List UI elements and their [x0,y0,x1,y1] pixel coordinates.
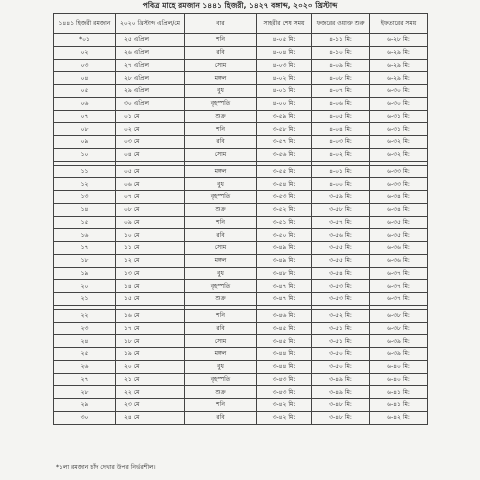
cell-hijri: ০৮ [54,123,116,136]
cell-gregorian: ২৬ এপ্রিল [116,46,185,59]
page-title: পবিত্র মাহে রমজান ১৪৪১ হিজরী, ১৪২৭ বঙ্গাব্দ, ২০২০ খ্রিস্টাব্দ [142,1,338,10]
cell-sehri: ৩-৫৪ মি: [257,178,312,191]
cell-fajr: ৩-৫৬ মি: [312,229,370,242]
cell-iftar: ৬-৩৯ মি: [370,335,428,348]
cell-iftar: ৬-৩৪ মি: [370,191,428,204]
cell-day: সোম [185,59,257,72]
table-row [54,123,428,136]
cell-sehri: ৩-৪৮ মি: [257,267,312,280]
table-row [54,335,428,348]
cell-gregorian: ১৮ মে [116,335,185,348]
header-fajr-start: ফজরের ওয়াক্ত শুরু [312,14,370,34]
table-header-row [54,14,428,34]
cell-iftar: ৬-৩৫ মি: [370,229,428,242]
cell-gregorian: ০৫ মে [116,165,185,178]
cell-sehri: ৩-৫৮ মি: [257,123,312,136]
cell-hijri: ০৭ [54,110,116,123]
cell-hijri: ২২ [54,309,116,322]
cell-sehri: ৩-৫৬ মি: [257,148,312,161]
cell-day: রবি [185,229,257,242]
cell-iftar: ৬-৩২ মি: [370,136,428,149]
cell-day: শনি [185,399,257,412]
cell-hijri: ১০ [54,148,116,161]
table-row [54,46,428,59]
header-iftar: ইফতারের সময় [370,14,428,34]
cell-gregorian: ১৩ মে [116,267,185,280]
table-row [54,280,428,293]
cell-iftar: ৬-৩৯ মি: [370,348,428,361]
cell-day: শনি [185,216,257,229]
cell-day: রবি [185,322,257,335]
cell-fajr: ৪-১০ মি: [312,46,370,59]
cell-gregorian: ২৮ এপ্রিল [116,72,185,85]
cell-iftar: ৬-৪১ মি: [370,399,428,412]
cell-iftar: ৬-২৮ মি: [370,34,428,47]
cell-hijri: ২৭ [54,373,116,386]
cell-fajr: ৩-৫৪ মি: [312,267,370,280]
cell-hijri: ১৮ [54,254,116,267]
cell-sehri: ৩-৪৪ মি: [257,360,312,373]
cell-hijri: ০৩ [54,59,116,72]
cell-hijri: ২০ [54,280,116,293]
cell-gregorian: ০১ মে [116,110,185,123]
cell-day: শুক্র [185,386,257,399]
cell-day: মঙ্গল [185,72,257,85]
cell-hijri: ১৪ [54,203,116,216]
cell-fajr: ৪-০৫ মি: [312,110,370,123]
cell-gregorian: ০৮ মে [116,203,185,216]
cell-iftar: ৬-২৯ মি: [370,46,428,59]
cell-day: বুধ [185,178,257,191]
table-row [54,229,428,242]
table-row [54,165,428,178]
cell-fajr: ৪-০৭ মি: [312,85,370,98]
table-row [54,386,428,399]
cell-iftar: ৬-৩৮ মি: [370,309,428,322]
table-row [54,254,428,267]
cell-fajr: ৩-৫২ মি: [312,309,370,322]
cell-gregorian: ০৭ মে [116,191,185,204]
cell-day: শনি [185,34,257,47]
cell-iftar: ৬-৪১ মি: [370,386,428,399]
cell-hijri: ২৯ [54,399,116,412]
cell-hijri: ০৫ [54,85,116,98]
table-row [54,178,428,191]
table-row [54,136,428,149]
cell-hijri: ০২ [54,46,116,59]
cell-iftar: ৬-৩২ মি: [370,148,428,161]
cell-fajr: ৩-৪৯ মি: [312,373,370,386]
table-row [54,360,428,373]
cell-sehri: ৪-০১ মি: [257,85,312,98]
cell-gregorian: ২০ মে [116,360,185,373]
cell-fajr: ৩-৫০ মি: [312,360,370,373]
cell-day: রবি [185,136,257,149]
cell-sehri: ৩-৫০ মি: [257,229,312,242]
cell-day: শুক্র [185,293,257,306]
table-row [54,85,428,98]
table-row [54,148,428,161]
cell-sehri: ৩-৪৫ মি: [257,335,312,348]
cell-day: বুধ [185,267,257,280]
cell-gregorian: ২৯ এপ্রিল [116,85,185,98]
cell-fajr: ৪-০৪ মি: [312,123,370,136]
cell-hijri: ২৩ [54,322,116,335]
cell-iftar: ৬-৩৮ মি: [370,322,428,335]
cell-iftar: ৬-৩৭ মি: [370,293,428,306]
cell-gregorian: ১৫ মে [116,293,185,306]
cell-fajr: ৪-০৯ মি: [312,59,370,72]
cell-gregorian: ১৬ মে [116,309,185,322]
cell-sehri: ৩-৫৩ মি: [257,191,312,204]
cell-iftar: ৬-৩৩ মি: [370,178,428,191]
table-row [54,373,428,386]
cell-gregorian: ২৩ মে [116,399,185,412]
cell-sehri: ৩-৪৪ মি: [257,348,312,361]
cell-sehri: ৪-০২ মি: [257,72,312,85]
cell-gregorian: ০৪ মে [116,148,185,161]
cell-day: বৃহস্পতি [185,280,257,293]
table-row [54,399,428,412]
cell-hijri: ১৬ [54,229,116,242]
table-row [54,309,428,322]
cell-hijri: ১১ [54,165,116,178]
cell-day: শুক্র [185,110,257,123]
cell-iftar: ৬-৩০ মি: [370,85,428,98]
cell-sehri: ৩-৪৩ মি: [257,386,312,399]
cell-iftar: ৬-৪০ মি: [370,373,428,386]
cell-day: মঙ্গল [185,165,257,178]
cell-iftar: ৬-৩৩ মি: [370,165,428,178]
cell-sehri: ৩-৪৭ মি: [257,293,312,306]
cell-iftar: ৬-৩৬ মি: [370,254,428,267]
cell-hijri: ১৭ [54,242,116,255]
cell-sehri: ৩-৫৯ মি: [257,110,312,123]
cell-sehri: ৪-০৪ মি: [257,46,312,59]
table-row [54,59,428,72]
cell-fajr: ৩-৫৭ মি: [312,216,370,229]
cell-iftar: ৬-৪০ মি: [370,360,428,373]
cell-gregorian: ১৭ মে [116,322,185,335]
cell-fajr: ৩-৪৮ মি: [312,399,370,412]
cell-day: সোম [185,148,257,161]
cell-iftar: ৬-৩১ মি: [370,110,428,123]
cell-fajr: ৩-৫০ মি: [312,348,370,361]
cell-day: শনি [185,309,257,322]
cell-sehri: ৪-০৫ মি: [257,34,312,47]
cell-sehri: ৩-৪৩ মি: [257,373,312,386]
table-row [54,242,428,255]
table-row [54,34,428,47]
cell-fajr: ৩-৪৮ মি: [312,411,370,424]
cell-day: রবি [185,411,257,424]
cell-hijri: ০৯ [54,136,116,149]
cell-hijri: *০১ [54,34,116,47]
cell-gregorian: ২২ মে [116,386,185,399]
table-row [54,411,428,424]
cell-hijri: ১৯ [54,267,116,280]
cell-gregorian: ১২ মে [116,254,185,267]
cell-hijri: ২৬ [54,360,116,373]
cell-iftar: ৬-৩১ মি: [370,123,428,136]
cell-hijri: ০৬ [54,97,116,110]
cell-sehri: ৩-৪২ মি: [257,399,312,412]
cell-hijri: ১২ [54,178,116,191]
cell-fajr: ৩-৫১ মি: [312,335,370,348]
table-row [54,322,428,335]
cell-gregorian: ১০ মে [116,229,185,242]
cell-gregorian: ০২ মে [116,123,185,136]
cell-hijri: ০৪ [54,72,116,85]
cell-gregorian: ০৬ মে [116,178,185,191]
table-row [54,216,428,229]
cell-hijri: ১৩ [54,191,116,204]
cell-iftar: ৬-৩০ মি: [370,97,428,110]
cell-fajr: ৪-০৮ মি: [312,72,370,85]
cell-fajr: ৪-১১ মি: [312,34,370,47]
cell-fajr: ৩-৫৩ মি: [312,280,370,293]
cell-fajr: ৩-৫৫ মি: [312,254,370,267]
cell-day: বৃহস্পতি [185,373,257,386]
cell-iftar: ৬-২৯ মি: [370,59,428,72]
cell-iftar: ৬-৪২ মি: [370,411,428,424]
cell-fajr: ৩-৫৯ মি: [312,191,370,204]
cell-sehri: ৩-৪৬ মি: [257,309,312,322]
cell-day: বুধ [185,85,257,98]
table-row [54,191,428,204]
cell-hijri: ২৫ [54,348,116,361]
cell-iftar: ৬-৩৭ মি: [370,267,428,280]
cell-sehri: ৩-৪৯ মি: [257,242,312,255]
cell-sehri: ৩-৪৫ মি: [257,322,312,335]
cell-day: রবি [185,46,257,59]
cell-gregorian: ০৯ মে [116,216,185,229]
cell-fajr: ৩-৫১ মি: [312,322,370,335]
cell-iftar: ৬-৩৬ মি: [370,242,428,255]
cell-day: বৃহস্পতি [185,191,257,204]
cell-iftar: ৬-২৯ মি: [370,72,428,85]
footnote: *১লা রমজান চাঁদ দেখার উপর নির্ভরশীল। [56,464,156,471]
header-day: বার [185,14,257,34]
cell-day: বুধ [185,360,257,373]
cell-day: সোম [185,242,257,255]
cell-gregorian: ২১ মে [116,373,185,386]
cell-fajr: ৩-৫৩ মি: [312,293,370,306]
cell-sehri: ৩-৫১ মি: [257,216,312,229]
cell-fajr: ৪-০২ মি: [312,148,370,161]
cell-hijri: ২৮ [54,386,116,399]
cell-gregorian: ২৪ মে [116,411,185,424]
cell-fajr: ৪-০১ মি: [312,165,370,178]
cell-fajr: ৩-৫৮ মি: [312,203,370,216]
cell-hijri: ২৪ [54,335,116,348]
cell-sehri: ৩-৪৭ মি: [257,280,312,293]
cell-day: শুক্র [185,203,257,216]
header-sehri-end: সাহরীর শেষ সময় [257,14,312,34]
cell-sehri: ৩-৫৭ মি: [257,136,312,149]
cell-sehri: ৩-৫৫ মি: [257,165,312,178]
cell-gregorian: ১৪ মে [116,280,185,293]
table-row [54,293,428,306]
table-row [54,97,428,110]
table-row [54,203,428,216]
cell-day: বৃহস্পতি [185,97,257,110]
cell-sehri: ৩-৪৯ মি: [257,254,312,267]
header-hijri: ১৪৪১ হিজরী রমজান [54,14,116,34]
cell-hijri: ৩০ [54,411,116,424]
cell-fajr: ৪-০৩ মি: [312,136,370,149]
cell-hijri: ২১ [54,293,116,306]
cell-day: মঙ্গল [185,254,257,267]
cell-fajr: ৪-০০ মি: [312,178,370,191]
table-row [54,72,428,85]
cell-gregorian: ০৩ মে [116,136,185,149]
cell-gregorian: ১১ মে [116,242,185,255]
schedule-table [53,13,428,425]
cell-iftar: ৬-৩৭ মি: [370,280,428,293]
cell-sehri: ৪-০০ মি: [257,97,312,110]
cell-gregorian: ২৫ এপ্রিল [116,34,185,47]
table-row [54,267,428,280]
cell-fajr: ৩-৪৯ মি: [312,386,370,399]
cell-hijri: ১৫ [54,216,116,229]
cell-iftar: ৬-৩৫ মি: [370,216,428,229]
header-gregorian: ২০২০ খ্রিস্টাব্দ এপ্রিল/মে [116,14,185,34]
cell-gregorian: ২৭ এপ্রিল [116,59,185,72]
cell-day: সোম [185,335,257,348]
cell-day: শনি [185,123,257,136]
cell-sehri: ৩-৫২ মি: [257,203,312,216]
cell-fajr: ৪-০৬ মি: [312,97,370,110]
cell-iftar: ৬-৩৪ মি: [370,203,428,216]
cell-gregorian: ১৯ মে [116,348,185,361]
cell-fajr: ৩-৫৫ মি: [312,242,370,255]
table-row [54,110,428,123]
cell-sehri: ৪-০৩ মি: [257,59,312,72]
cell-sehri: ৩-৪২ মি: [257,411,312,424]
cell-day: মঙ্গল [185,348,257,361]
table-row [54,348,428,361]
cell-gregorian: ৩০ এপ্রিল [116,97,185,110]
